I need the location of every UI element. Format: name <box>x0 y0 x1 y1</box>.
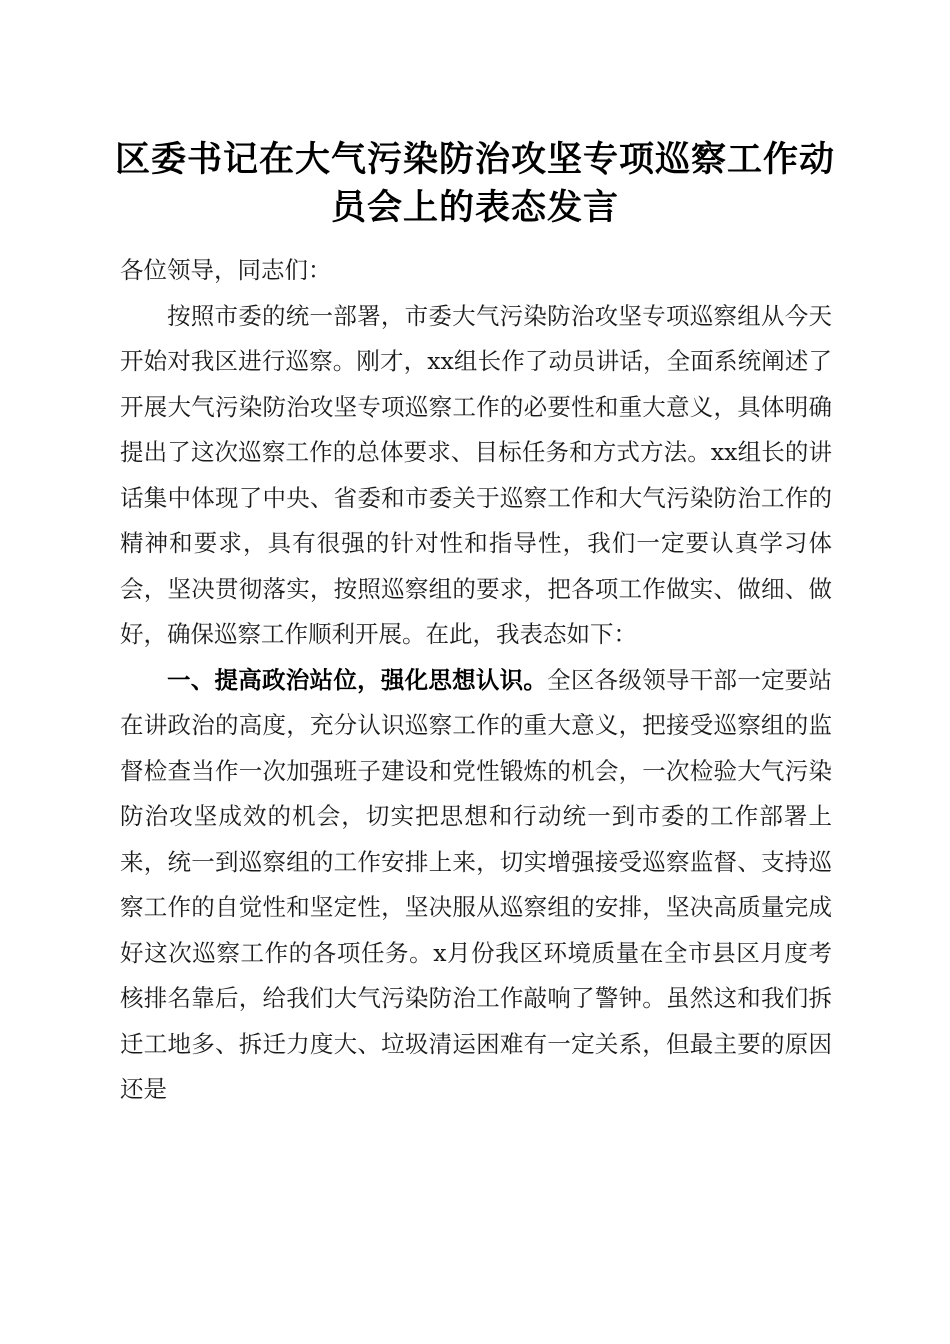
greeting: 各位领导，同志们： <box>120 256 332 284</box>
intro-paragraph: 按照市委的统一部署，市委大气污染防治攻坚专项巡察组从今天开始对我区进行巡察。刚才，xx组长作了动员讲话，全面系统阐述了开展大气污染防治攻坚专项巡察工作的必要性和重大意义，具体明确提出了这次巡察工作的总体要求、目标任务和方式方法。xx组长的讲话集中体现了中央、省委和市委关于巡察工作和大气污染防治工作的精神和要求，具有很强的针对性和指导性，我们一定要认真学习体会，坚决贯彻落实，按照巡察组的要求，把各项工作做实、做细、做好，确保巡察工作顺利开展。在此，我表态如下： <box>120 301 832 648</box>
document-body <box>120 248 832 1113</box>
point-one-paragraph <box>120 658 832 1113</box>
point-one-body: 全区各级领导干部一定要站在讲政治的高度，充分认识巡察工作的重大意义，把接受巡察组的监督检查当作一次加强班子建设和党性锻炼的机会，一次检验大气污染防治攻坚成效的机会，切实把思想和行动统一到市委的工作部署上来，统一到巡察组的工作安排上来，切实增强接受巡察监督、支持巡察工作的自觉性和坚定性，坚决服从巡察组的安排，坚决高质量完成好这次巡察工作的各项任务。x月份我区环境质量在全市县区月度考核排名靠后，给我们大气污染防治工作敲响了警钟。虽然这和我们拆迁工地多、拆迁力度大、垃圾清运困难有一定关系，但最主要的原因还是 <box>120 665 833 1103</box>
point-one-heading: 一、提高政治站位，强化思想认识。 <box>167 665 548 694</box>
document-title: 区委书记在大气污染防治攻坚专项巡察工作动员会上的表态发言 <box>114 139 835 228</box>
